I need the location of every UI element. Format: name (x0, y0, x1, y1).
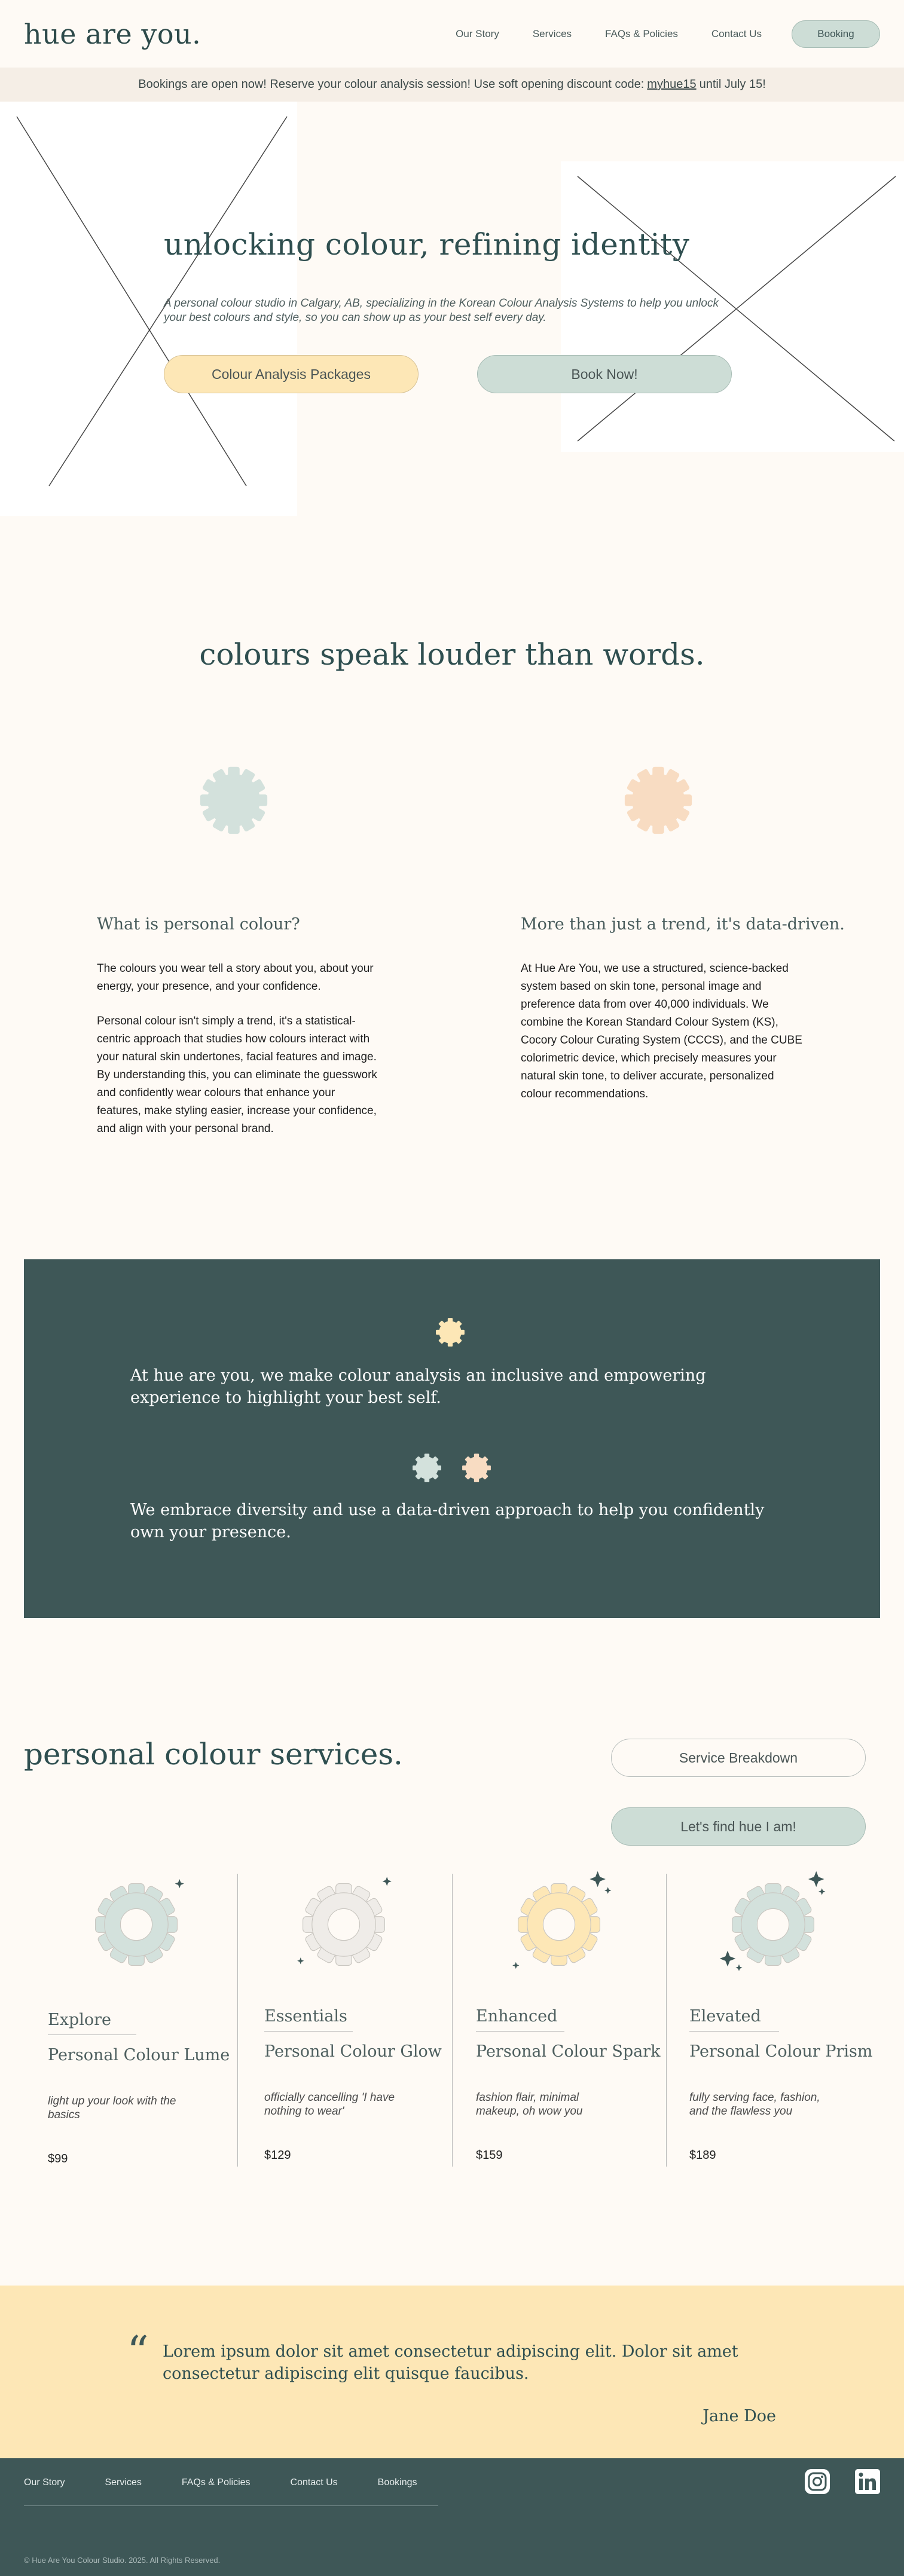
package-tier: Elevated (689, 2007, 761, 2026)
sage-flower-icon (411, 1452, 442, 1483)
book-now-button[interactable]: Book Now! (477, 355, 732, 393)
mission-band (24, 1259, 880, 1618)
nav-our-story[interactable]: Our Story (456, 28, 499, 39)
discount-code[interactable]: myhue15 (647, 78, 697, 91)
data-driven-body: At Hue Are You, we use a structured, science-backed system based on skin tone, personal image and preference data from over 40,000 individuals. We combine the Korean Standard Colour System (KS), Cocory Colour Curating System (CCCS), and the CUBE colorimetric device, which precisely measures your natural skin tone, to deliver accurate, personalized colour recommendations. (521, 962, 802, 1100)
services-title: personal colour services. (24, 1737, 403, 1772)
packages-button[interactable]: Colour Analysis Packages (164, 355, 419, 393)
quote-icon: “ (127, 2327, 149, 2377)
testimonial-quote: Lorem ipsum dolor sit amet consectetur adipiscing elit. Dolor sit amet consectetur adipiscing elit quisque faucibus. (163, 2342, 738, 2383)
nav-services[interactable]: Services (532, 28, 572, 39)
footer-link-services[interactable]: Services (105, 2477, 142, 2488)
booking-button[interactable]: Booking (792, 20, 880, 48)
footer-link-our-story[interactable]: Our Story (24, 2477, 65, 2488)
linkedin-icon[interactable] (854, 2468, 881, 2495)
butter-flower-icon (435, 1317, 466, 1348)
personal-colour-intro: The colours you wear tell a story about you, about your energy, your presence, and your confidence. (97, 962, 374, 993)
package-name: Personal Colour Glow (264, 2042, 442, 2061)
peach-flower-icon (622, 764, 695, 837)
announcement-banner (0, 68, 904, 102)
testimonial-author: Jane Doe (703, 2407, 776, 2425)
footer-divider (24, 2505, 438, 2506)
find-hue-button[interactable]: Let's find hue I am! (611, 1807, 866, 1846)
package-tier: Enhanced (476, 2007, 558, 2026)
package-price: $129 (264, 2149, 291, 2162)
footer-link-faqs[interactable]: FAQs & Policies (181, 2477, 251, 2488)
personal-colour-heading: What is personal colour? (97, 915, 300, 934)
tier-underline (264, 2031, 353, 2032)
tier-underline (689, 2031, 779, 2032)
sage-flower-icon (197, 764, 270, 837)
package-tagline: fashion flair, minimal makeup, oh wow you (476, 2091, 583, 2118)
peach-flower-icon (461, 1452, 492, 1483)
package-name: Personal Colour Lume (48, 2046, 230, 2064)
package-price: $189 (689, 2149, 716, 2162)
tier-underline (476, 2031, 564, 2032)
instagram-icon[interactable] (804, 2468, 831, 2495)
nav-contact[interactable]: Contact Us (711, 28, 762, 39)
footer-link-bookings[interactable]: Bookings (377, 2477, 417, 2488)
mission-statement-1: At hue are you, we make colour analysis an inclusive and empowering experience to highlight your best self. (130, 1366, 706, 1407)
copyright: © Hue Are You Colour Studio. 2025. All Rights Reserved. (24, 2556, 221, 2565)
column-divider (666, 1874, 667, 2167)
package-tagline: fully serving face, fashion, and the flawless you (689, 2091, 820, 2118)
footer-nav (24, 2477, 457, 2488)
package-price: $159 (476, 2149, 503, 2162)
site-logo[interactable]: hue are you. (24, 18, 201, 50)
mission-statement-2: We embrace diversity and use a data-driven approach to help you confidently own your presence. (130, 1501, 765, 1541)
package-flower-icon (80, 1868, 193, 1981)
package-flower-icon (502, 1868, 616, 1981)
package-tier: Essentials (264, 2007, 347, 2026)
package-name: Personal Colour Spark (476, 2042, 661, 2061)
banner-text-end: until July 15! (699, 78, 766, 91)
package-price: $99 (48, 2152, 68, 2165)
personal-colour-body: Personal colour isn't simply a trend, it's a statistical-centric approach that studies how colours interact with your natural skin undertones, facial features and image. By understanding this, you can eliminate the guesswork and confidently wear colours that enhance your features, make styling easier, increase your confidence, and align with your personal brand. (97, 1015, 377, 1135)
footer-link-contact[interactable]: Contact Us (290, 2477, 338, 2488)
service-breakdown-button[interactable]: Service Breakdown (611, 1739, 866, 1777)
package-name: Personal Colour Prism (689, 2042, 873, 2061)
package-flower-icon (716, 1868, 830, 1981)
about-title: colours speak louder than words. (199, 637, 705, 672)
package-flower-icon (287, 1868, 401, 1981)
hero-subtitle: A personal colour studio in Calgary, AB, specializing in the Korean Colour Analysis Systems to help you unlock your best colours and style, so you can show up as your best self every day. (164, 297, 719, 324)
package-tagline: officially cancelling 'I have nothing to wear' (264, 2091, 395, 2118)
banner-text: Bookings are open now! Reserve your colour analysis session! Use soft opening discount code: (138, 78, 645, 91)
package-tagline: light up your look with the basics (48, 2095, 176, 2121)
hero-title: unlocking colour, refining identity (164, 227, 690, 262)
package-tier: Explore (48, 2011, 111, 2029)
nav-faqs[interactable]: FAQs & Policies (605, 28, 678, 39)
site-header (0, 0, 904, 68)
column-divider (452, 1874, 453, 2167)
column-divider (237, 1874, 238, 2167)
data-driven-heading: More than just a trend, it's data-driven. (521, 915, 845, 934)
main-nav (422, 20, 880, 48)
site-footer (0, 2458, 904, 2576)
